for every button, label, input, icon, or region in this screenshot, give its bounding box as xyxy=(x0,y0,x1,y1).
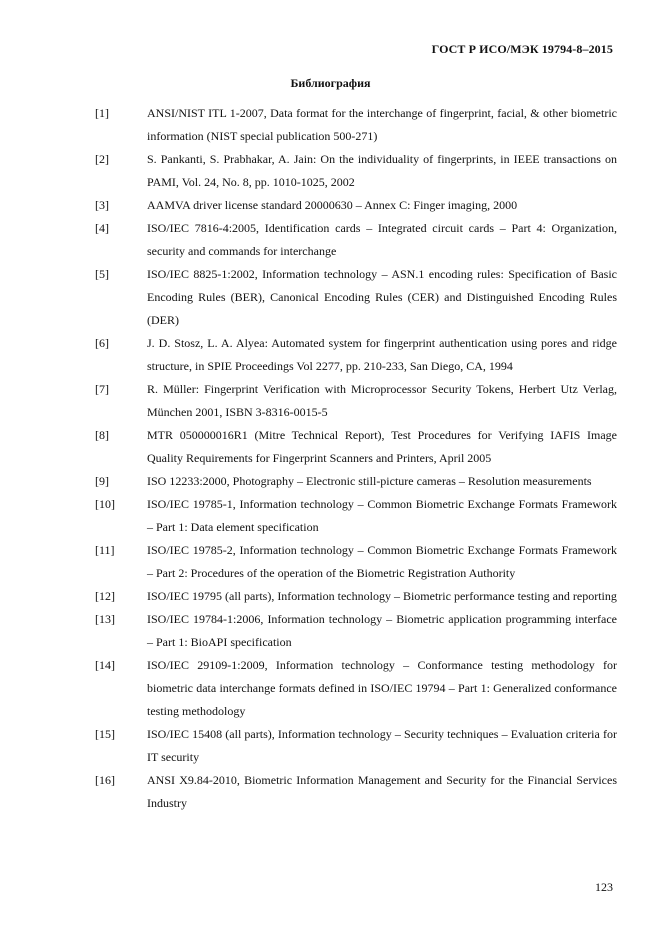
entry-text: ISO/IEC 19785-2, Information technology – Common Biometric Exchange Formats Framework – Part 2: Procedures of the operation of the Biometric Registration Authority xyxy=(147,543,617,580)
bibliography-entry xyxy=(95,470,617,493)
entry-number: [4] xyxy=(95,221,109,235)
entry-number: [3] xyxy=(95,198,109,212)
entry-text: J. D. Stosz, L. A. Alyea: Automated system for fingerprint authentication using pores and ridge structure, in SPIE Proceedings Vol 2277, pp. 210-233, San Diego, CA, 1994 xyxy=(147,336,617,373)
entry-number: [10] xyxy=(95,497,115,511)
entry-number: [1] xyxy=(95,106,109,120)
bibliography-entry xyxy=(95,654,617,723)
entry-number: [12] xyxy=(95,589,115,603)
bibliography-list xyxy=(95,102,617,815)
entry-number: [13] xyxy=(95,612,115,626)
section-title: Библиография xyxy=(290,76,371,90)
bibliography-entry xyxy=(95,608,617,654)
bibliography-entry xyxy=(95,493,617,539)
entry-number: [5] xyxy=(95,267,109,281)
entry-text: S. Pankanti, S. Prabhakar, A. Jain: On the individuality of fingerprints, in IEEE transactions on PAMI, Vol. 24, No. 8, pp. 1010-1025, 2002 xyxy=(147,152,617,189)
page-number: 123 xyxy=(595,880,613,894)
bibliography-entry xyxy=(95,585,617,608)
entry-text: ISO/IEC 19784-1:2006, Information technology – Biometric application programming interface – Part 1: BioAPI specification xyxy=(147,612,617,649)
bibliography-entry xyxy=(95,723,617,769)
entry-number: [15] xyxy=(95,727,115,741)
entry-number: [16] xyxy=(95,773,115,787)
entry-text: ANSI/NIST ITL 1-2007, Data format for the interchange of fingerprint, facial, & other biometric information (NIST special publication 500-271) xyxy=(147,106,617,143)
entry-text: ISO 12233:2000, Photography – Electronic still-picture cameras – Resolution measurements xyxy=(147,474,592,488)
entry-text: AAMVA driver license standard 20000630 – Annex C: Finger imaging, 2000 xyxy=(147,198,518,212)
entry-number: [7] xyxy=(95,382,109,396)
entry-text: ISO/IEC 19795 (all parts), Information technology – Biometric performance testing and reporting xyxy=(147,589,617,603)
entry-text: ISO/IEC 8825-1:2002, Information technology – ASN.1 encoding rules: Specification of Basic Encoding Rules (BER), Canonical Encoding Rules (CER) and Distinguished Encoding Rules (DER) xyxy=(147,267,617,327)
entry-text: R. Müller: Fingerprint Verification with Microprocessor Security Tokens, Herbert Utz Verlag, München 2001, ISBN 3-8316-0015-5 xyxy=(147,382,617,419)
entry-text: ISO/IEC 19785-1, Information technology – Common Biometric Exchange Formats Framework – Part 1: Data element specification xyxy=(147,497,617,534)
entry-number: [11] xyxy=(95,543,115,557)
bibliography-entry xyxy=(95,263,617,332)
entry-number: [8] xyxy=(95,428,109,442)
entry-text: MTR 050000016R1 (Mitre Technical Report), Test Procedures for Verifying IAFIS Image Quality Requirements for Fingerprint Scanners and Printers, April 2005 xyxy=(147,428,617,465)
entry-number: [2] xyxy=(95,152,109,166)
bibliography-entry xyxy=(95,424,617,470)
bibliography-entry xyxy=(95,102,617,148)
entry-text: ISO/IEC 29109-1:2009, Information technology – Conformance testing methodology for biometric data interchange formats defined in ISO/IEC 19794 – Part 1: Generalized conformance testing methodology xyxy=(147,658,617,718)
entry-text: ISO/IEC 7816-4:2005, Identification cards – Integrated circuit cards – Part 4: Organization, security and commands for interchange xyxy=(147,221,617,258)
entry-text: ANSI X9.84-2010, Biometric Information Management and Security for the Financial Services Industry xyxy=(147,773,617,810)
document-header: ГОСТ Р ИСО/МЭК 19794-8–2015 xyxy=(431,42,613,56)
bibliography-entry xyxy=(95,769,617,815)
entry-number: [6] xyxy=(95,336,109,350)
bibliography-entry xyxy=(95,539,617,585)
entry-number: [14] xyxy=(95,658,115,672)
entry-text: ISO/IEC 15408 (all parts), Information technology – Security techniques – Evaluation criteria for IT security xyxy=(147,727,617,764)
bibliography-entry xyxy=(95,148,617,194)
bibliography-entry xyxy=(95,378,617,424)
bibliography-entry xyxy=(95,217,617,263)
bibliography-entry xyxy=(95,194,617,217)
bibliography-entry xyxy=(95,332,617,378)
entry-number: [9] xyxy=(95,474,109,488)
